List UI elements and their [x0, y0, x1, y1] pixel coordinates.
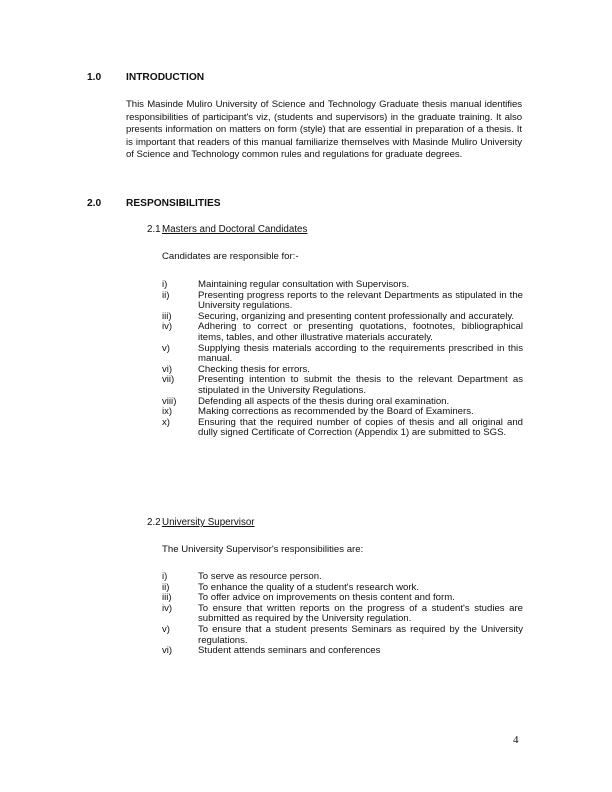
list-item	[162, 646, 523, 657]
list-item-text: Supplying thesis materials according to the requirements prescribed in this manual.	[198, 342, 523, 365]
list-marker: v)	[162, 342, 170, 354]
list-marker: iii)	[162, 310, 172, 322]
candidates-lead-text: Candidates are responsible for:-	[162, 251, 299, 262]
list-marker: ii)	[162, 581, 170, 593]
list-item	[162, 418, 523, 439]
list-item-text: To ensure that written reports on the progress of a student's studies are submitted as required by the University regulation.	[198, 602, 523, 625]
supervisor-lead-text: The University Supervisor's responsibilities are:	[162, 544, 364, 555]
list-item-text: Adhering to correct or presenting quotations, footnotes, bibliographical items, tables, and other illustrative materials accurately.	[198, 321, 523, 343]
list-item-text: Maintaining regular consultation with Supervisors.	[198, 279, 410, 290]
list-item	[162, 625, 523, 646]
subsection-title: Masters and Doctoral Candidates	[162, 224, 308, 235]
list-marker: vii)	[162, 374, 175, 386]
list-item	[162, 322, 523, 343]
list-item	[162, 280, 523, 291]
list-item-text: Presenting progress reports to the relevant Departments as stipulated in the University regulations.	[198, 289, 523, 312]
list-item-text: Checking thesis for errors.	[198, 363, 310, 375]
list-item-text: To offer advice on improvements on thesis content and form.	[198, 592, 455, 604]
section-number: 1.0	[87, 72, 102, 83]
list-marker: viii)	[162, 395, 177, 407]
list-item	[162, 572, 523, 583]
list-marker: iv)	[162, 602, 173, 614]
list-item	[162, 375, 523, 396]
list-item-text: Defending all aspects of the thesis during oral examination.	[198, 395, 450, 407]
list-item-text: Student attends seminars and conferences	[198, 645, 381, 657]
subsection-number: 2.2	[147, 517, 161, 528]
list-marker: vi)	[162, 645, 173, 657]
list-marker: ix)	[162, 406, 173, 418]
list-marker: v)	[162, 623, 170, 635]
list-marker: i)	[162, 279, 168, 290]
list-item	[162, 291, 523, 312]
list-item	[162, 604, 523, 625]
subsection-number: 2.1	[147, 224, 161, 235]
list-marker: iv)	[162, 321, 173, 333]
list-item-text: Making corrections as recommended by the Board of Examiners.	[198, 406, 474, 418]
page-number: 4	[513, 734, 519, 746]
candidates-responsibility-list	[162, 280, 523, 439]
list-marker: x)	[162, 416, 170, 428]
section-title: RESPONSIBILITIES	[126, 198, 221, 209]
list-item-text: To ensure that a student presents Seminars as required by the University regulations.	[198, 623, 523, 646]
list-item	[162, 344, 523, 365]
section-title: INTRODUCTION	[126, 72, 205, 83]
list-marker: vi)	[162, 363, 173, 375]
section-number: 2.0	[87, 198, 102, 209]
list-marker: ii)	[162, 289, 170, 301]
list-marker: iii)	[162, 592, 172, 604]
list-item-text: To serve as resource person.	[198, 571, 322, 582]
list-item-text: Ensuring that the required number of copies of thesis and all original and dully signed Certificate of Correction (Appendix 1) are submitted to SGS.	[198, 416, 523, 439]
subsection-title: University Supervisor	[162, 517, 255, 528]
list-marker: i)	[162, 571, 168, 582]
list-item-text: Presenting intention to submit the thesis to the relevant Department as stipulated in the University Regulations.	[198, 374, 523, 396]
list-item-text: Securing, organizing and presenting content professionally and accurately.	[198, 310, 515, 322]
list-item-text: To enhance the quality of a student's research work.	[198, 581, 420, 593]
introduction-paragraph: This Masinde Muliro University of Science and Technology Graduate thesis manual identifies responsibilities of participant's viz, (students and supervisors) in the graduate training. It also presents information on matters on form (style) that are essential in preparation of a thesis. It is important that readers of this manual familiarize themselves with Masinde Muliro University of Science and Technology common rules and regulations for graduate degrees.	[126, 99, 522, 161]
supervisor-responsibility-list	[162, 572, 523, 657]
